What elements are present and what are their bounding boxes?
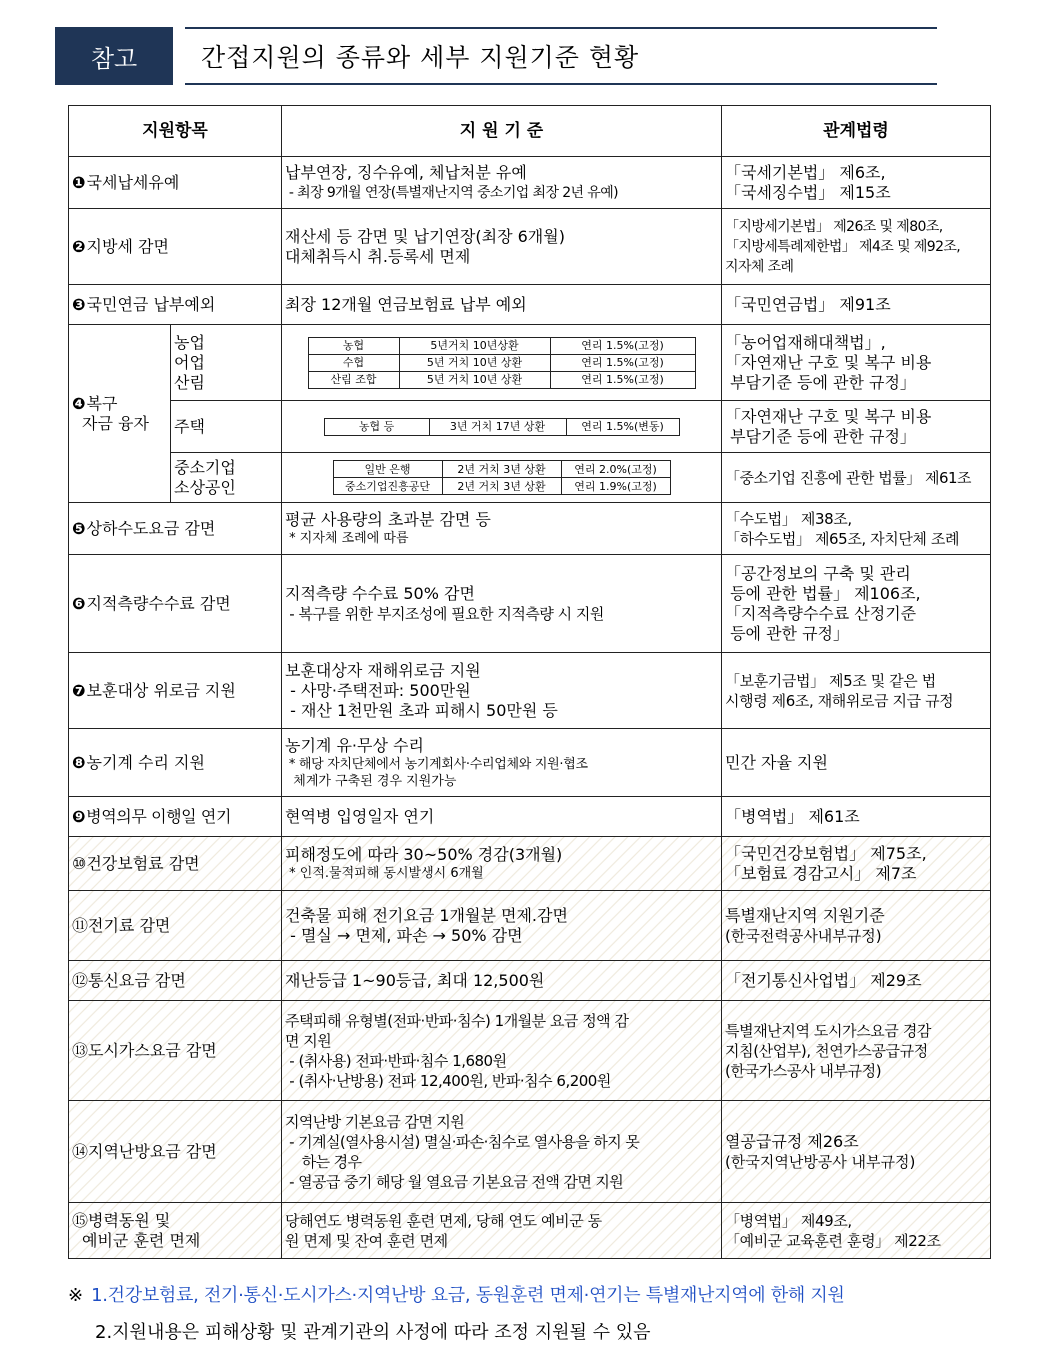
criteria-line: - 재산 1천만원 초과 피해시 50만원 등 bbox=[285, 700, 558, 720]
law-line: 「지방세기본법」 제26조 및 제80조, bbox=[725, 218, 943, 235]
table-row bbox=[69, 653, 991, 729]
column-header-law: 관계법령 bbox=[722, 106, 991, 157]
law-line: 「예비군 교육훈련 훈령」 제22조 bbox=[725, 1231, 941, 1250]
criteria-line: 평균 사용량의 초과분 감면 등 bbox=[285, 510, 491, 529]
item-cell bbox=[69, 797, 282, 837]
column-header-item: 지원항목 bbox=[69, 106, 282, 157]
sub-item-label: 중소기업 bbox=[174, 457, 236, 477]
criteria-note: 체계가 구축된 경우 지원가능 bbox=[285, 773, 457, 789]
item-label: 보훈대상 위로금 지원 bbox=[86, 680, 236, 700]
item-label: 도시가스요금 감면 bbox=[88, 1040, 217, 1060]
law-line: 「지방세특례제한법」 제4조 및 제92조, bbox=[725, 238, 961, 255]
criteria-line: - 멸실 → 면제, 파손 → 50% 감면 bbox=[285, 925, 523, 945]
law-cell bbox=[722, 653, 991, 729]
criteria-line: 재난등급 1~90등급, 최대 12,500원 bbox=[285, 970, 545, 990]
table-row bbox=[69, 837, 991, 891]
item-cell bbox=[69, 1203, 282, 1259]
criteria-line: 지역난방 기본요금 감면 지원 bbox=[285, 1112, 465, 1131]
loan-rate: 연리 1.5%(변동) bbox=[566, 418, 679, 435]
criteria-line: 하는 경우 bbox=[285, 1152, 362, 1171]
law-line: 「지적측량수수료 산정기준 bbox=[725, 603, 917, 623]
item-number: ⑬ bbox=[72, 1040, 89, 1060]
law-line: 「병역법」 제49조, bbox=[725, 1211, 852, 1230]
loan-table bbox=[308, 337, 696, 389]
item-label: 지역난방요금 감면 bbox=[88, 1141, 217, 1161]
item-label: 지적측량수수료 감면 bbox=[86, 593, 231, 613]
law-line: 등에 관한 법률」 제106조, bbox=[725, 583, 921, 603]
law-line: 「전기통신사업법」 제29조 bbox=[725, 970, 922, 990]
loan-table bbox=[324, 418, 680, 436]
law-line: 민간 자율 지원 bbox=[725, 752, 828, 772]
item-label: 병력동원 및 bbox=[88, 1210, 171, 1230]
item-label: 농기계 수리 지원 bbox=[86, 752, 205, 772]
law-line: 「보험료 경감고시」 제7조 bbox=[725, 863, 917, 883]
law-line: (한국지역난방공사 내부규정) bbox=[725, 1152, 916, 1171]
item-label: 병역의무 이행일 연기 bbox=[86, 806, 232, 826]
table-row bbox=[69, 503, 991, 555]
table-row bbox=[69, 729, 991, 797]
item-number: ❸ bbox=[72, 294, 86, 314]
law-cell bbox=[722, 1203, 991, 1259]
law-line: 「국세기본법」 제6조, bbox=[725, 162, 886, 182]
criteria-line: - (취사용) 전파·반파·침수 1,680원 bbox=[285, 1051, 507, 1070]
loan-term: 5년 거치 10년 상환 bbox=[399, 371, 550, 388]
item-cell bbox=[69, 891, 282, 961]
criteria-line: 주택피해 유형별(전파·반파·침수) 1개월분 요금 정액 감 bbox=[285, 1011, 629, 1030]
loan-org: 농협 bbox=[308, 337, 399, 354]
loan-rate: 연리 1.5%(고정) bbox=[550, 371, 695, 388]
law-line: 「하수도법」 제65조, 자치단체 조례 bbox=[725, 529, 960, 548]
law-line: 「자연재난 구호 및 복구 비용 bbox=[725, 352, 932, 372]
table-row bbox=[69, 1203, 991, 1259]
criteria-line: - (취사·난방용) 전파 12,400원, 반파·침수 6,200원 bbox=[285, 1071, 611, 1090]
law-cell bbox=[722, 209, 991, 285]
loan-rate: 연리 1.9%(고정) bbox=[561, 478, 670, 495]
criteria-cell bbox=[282, 325, 722, 401]
sub-item-label: 어업 bbox=[174, 352, 205, 372]
table-header-row bbox=[69, 106, 991, 157]
item-label: 복구 bbox=[86, 393, 118, 413]
law-cell bbox=[722, 453, 991, 503]
loan-org: 수협 bbox=[308, 354, 399, 371]
criteria-line: 재산세 등 감면 및 납기연장(최장 6개월) bbox=[285, 226, 565, 246]
law-line: 「농어업재해대책법」, bbox=[725, 332, 886, 352]
law-line: 「국민건강보험법」 제75조, bbox=[725, 843, 927, 863]
criteria-line: 납부연장, 징수유예, 체납처분 유예 bbox=[285, 162, 527, 182]
sub-item-cell bbox=[171, 325, 282, 401]
law-line: (한국전력공사내부규정) bbox=[725, 926, 882, 945]
item-number: ❹ bbox=[72, 393, 86, 413]
law-line: 「자연재난 구호 및 복구 비용 bbox=[725, 406, 932, 426]
criteria-cell bbox=[282, 837, 722, 891]
item-label: 지방세 감면 bbox=[86, 236, 169, 256]
item-cell bbox=[69, 653, 282, 729]
page-title: 간접지원의 종류와 세부 지원기준 현황 bbox=[185, 27, 937, 85]
law-line: 특별재난지역 지원기준 bbox=[725, 905, 885, 925]
law-line: 「중소기업 진흥에 관한 법률」 제61조 bbox=[725, 468, 972, 487]
loan-row bbox=[308, 371, 695, 388]
item-cell bbox=[69, 961, 282, 1001]
sub-item-cell bbox=[171, 401, 282, 453]
item-number: ⑮ bbox=[72, 1210, 89, 1230]
law-cell bbox=[722, 555, 991, 653]
table-row bbox=[69, 797, 991, 837]
item-number: ⑭ bbox=[72, 1141, 89, 1161]
criteria-cell bbox=[282, 1101, 722, 1203]
law-line: 「국세징수법」 제15조 bbox=[725, 182, 891, 202]
criteria-line: 피해정도에 따라 30~50% 경감(3개월) bbox=[285, 845, 563, 864]
item-cell bbox=[69, 729, 282, 797]
law-cell bbox=[722, 729, 991, 797]
sub-item-label: 산림 bbox=[174, 372, 205, 392]
criteria-cell bbox=[282, 285, 722, 325]
criteria-note: * 인적.물적피해 동시발생시 6개월 bbox=[285, 866, 484, 881]
criteria-cell bbox=[282, 1203, 722, 1259]
item-cell bbox=[69, 1001, 282, 1101]
item-cell bbox=[69, 285, 282, 325]
table-row bbox=[69, 285, 991, 325]
criteria-cell bbox=[282, 797, 722, 837]
loan-rate: 연리 2.0%(고정) bbox=[561, 461, 670, 478]
loan-row bbox=[333, 478, 670, 495]
item-cell bbox=[69, 157, 282, 209]
table-row bbox=[69, 157, 991, 209]
loan-rate: 연리 1.5%(고정) bbox=[550, 354, 695, 371]
criteria-cell bbox=[282, 453, 722, 503]
item-cell bbox=[69, 555, 282, 653]
criteria-line: 면 지원 bbox=[285, 1031, 332, 1050]
item-cell bbox=[69, 325, 171, 503]
law-line: 「공간정보의 구축 및 관리 bbox=[725, 563, 911, 583]
item-number: ❷ bbox=[72, 236, 86, 256]
criteria-note: * 지자체 조례에 따름 bbox=[285, 531, 409, 546]
criteria-cell bbox=[282, 401, 722, 453]
table-row bbox=[69, 453, 991, 503]
item-number: ❼ bbox=[72, 680, 86, 700]
item-label: 통신요금 감면 bbox=[88, 970, 186, 990]
column-header-criteria: 지 원 기 준 bbox=[282, 106, 722, 157]
criteria-line: 지적측량 수수료 50% 감면 bbox=[285, 583, 475, 603]
criteria-cell bbox=[282, 1001, 722, 1101]
item-cell bbox=[69, 837, 282, 891]
law-line: 지자체 조례 bbox=[725, 258, 794, 275]
criteria-line: 현역병 입영일자 연기 bbox=[285, 806, 435, 826]
criteria-cell bbox=[282, 157, 722, 209]
loan-row bbox=[324, 418, 679, 435]
law-line: 「병역법」 제61조 bbox=[725, 806, 860, 826]
loan-table bbox=[333, 460, 671, 495]
criteria-cell bbox=[282, 209, 722, 285]
criteria-cell bbox=[282, 503, 722, 555]
item-label: 전기료 감면 bbox=[88, 915, 171, 935]
sub-item-label: 소상공인 bbox=[174, 477, 236, 497]
loan-row bbox=[308, 354, 695, 371]
loan-term: 2년 거치 3년 상환 bbox=[442, 461, 561, 478]
criteria-line: 원 면제 및 잔여 훈련 면제 bbox=[285, 1231, 448, 1250]
table-row bbox=[69, 325, 991, 401]
criteria-line: - 사망·주택전파: 500만원 bbox=[285, 680, 471, 700]
loan-row bbox=[333, 461, 670, 478]
item-cell bbox=[69, 503, 282, 555]
criteria-cell bbox=[282, 961, 722, 1001]
law-cell bbox=[722, 325, 991, 401]
criteria-line: 당해연도 병력동원 훈련 면제, 당해 연도 예비군 동 bbox=[285, 1211, 602, 1230]
criteria-line: 대체취득시 취.등록세 면제 bbox=[285, 246, 471, 266]
law-line: 부담기준 등에 관한 규정」 bbox=[725, 426, 916, 446]
criteria-cell bbox=[282, 729, 722, 797]
item-label: 예비군 훈련 면제 bbox=[82, 1230, 201, 1250]
law-line: 등에 관한 규정」 bbox=[725, 623, 850, 643]
reference-badge: 참고 bbox=[55, 27, 173, 85]
loan-org: 산림 조합 bbox=[308, 371, 399, 388]
loan-term: 2년 거치 3년 상환 bbox=[442, 478, 561, 495]
law-line: 부담기준 등에 관한 규정」 bbox=[725, 372, 916, 392]
loan-row bbox=[308, 337, 695, 354]
item-label: 건강보험료 감면 bbox=[86, 853, 200, 873]
table-row bbox=[69, 555, 991, 653]
law-cell bbox=[722, 285, 991, 325]
item-label: 상하수도요금 감면 bbox=[86, 518, 216, 538]
law-cell bbox=[722, 837, 991, 891]
loan-term: 3년 거치 17년 상환 bbox=[429, 418, 566, 435]
criteria-line: 최장 12개월 연금보험료 납부 예외 bbox=[285, 294, 527, 314]
item-cell bbox=[69, 209, 282, 285]
footnote-mark: ※ bbox=[68, 1285, 84, 1306]
criteria-note: * 해당 자치단체에서 농기계회사·수리업체와 지원·협조 bbox=[285, 756, 588, 772]
item-number: ⑫ bbox=[72, 970, 89, 990]
law-cell bbox=[722, 1101, 991, 1203]
criteria-cell bbox=[282, 653, 722, 729]
criteria-line: 농기계 유·무상 수리 bbox=[285, 735, 424, 755]
criteria-line: - 복구를 위한 부지조성에 필요한 지적측량 시 지원 bbox=[285, 604, 604, 623]
law-line: 「국민연금법」 제91조 bbox=[725, 294, 891, 314]
item-number: ❽ bbox=[72, 752, 86, 772]
law-line: 열공급규정 제26조 bbox=[725, 1131, 859, 1151]
law-cell bbox=[722, 891, 991, 961]
item-number: ❻ bbox=[72, 593, 86, 613]
law-line: 지침(산업부), 천연가스공급규정 bbox=[725, 1041, 928, 1060]
loan-term: 5년거치 10년상환 bbox=[399, 337, 550, 354]
footnote-2: 2.지원내용은 피해상황 및 관계기관의 사정에 따라 조정 지원될 수 있음 bbox=[95, 1322, 651, 1343]
sub-item-label: 주택 bbox=[174, 416, 205, 436]
law-cell bbox=[722, 401, 991, 453]
table-row bbox=[69, 1101, 991, 1203]
item-number: ❾ bbox=[72, 806, 86, 826]
criteria-line: - 열공급 중기 해당 월 열요금 기본요금 전액 감면 지원 bbox=[285, 1172, 624, 1191]
criteria-line: 건축물 피해 전기요금 1개월분 면제.감면 bbox=[285, 905, 568, 925]
law-cell bbox=[722, 1001, 991, 1101]
law-line: 특별재난지역 도시가스요금 경감 bbox=[725, 1021, 932, 1040]
sub-item-label: 농업 bbox=[174, 332, 205, 352]
criteria-line: - 기계실(열사용시설) 멸실·파손·침수로 열사용을 하지 못 bbox=[285, 1132, 640, 1151]
law-cell bbox=[722, 157, 991, 209]
law-line: (한국가스공사 내부규정) bbox=[725, 1061, 882, 1080]
item-number: ❶ bbox=[72, 172, 86, 192]
law-line: 「수도법」 제38조, bbox=[725, 509, 852, 528]
item-label: 국민연금 납부예외 bbox=[86, 294, 216, 314]
law-cell bbox=[722, 797, 991, 837]
table-row bbox=[69, 961, 991, 1001]
table-row bbox=[69, 209, 991, 285]
table-row bbox=[69, 401, 991, 453]
table-row bbox=[69, 1001, 991, 1101]
criteria-cell bbox=[282, 891, 722, 961]
law-cell bbox=[722, 503, 991, 555]
criteria-line: - 최장 9개월 연장(특별재난지역 중소기업 최장 2년 유예) bbox=[285, 184, 619, 201]
criteria-cell bbox=[282, 555, 722, 653]
law-line: 「보훈기금법」 제5조 및 같은 법 bbox=[725, 671, 936, 690]
sub-item-cell bbox=[171, 453, 282, 503]
item-number: ❺ bbox=[72, 518, 86, 538]
loan-term: 5년 거치 10년 상환 bbox=[399, 354, 550, 371]
item-number: ⑪ bbox=[72, 915, 89, 935]
loan-org: 농협 등 bbox=[324, 418, 429, 435]
item-number: ⑩ bbox=[72, 853, 87, 873]
item-label: 국세납세유예 bbox=[86, 172, 180, 192]
law-cell bbox=[722, 961, 991, 1001]
criteria-line: 보훈대상자 재해위로금 지원 bbox=[285, 660, 481, 680]
loan-rate: 연리 1.5%(고정) bbox=[550, 337, 695, 354]
footnote-1 bbox=[68, 1281, 845, 1307]
support-table bbox=[68, 105, 991, 1259]
law-line: 시행령 제6조, 재해위로금 지급 규정 bbox=[725, 691, 954, 710]
loan-org: 일반 은행 bbox=[333, 461, 442, 478]
table-row bbox=[69, 891, 991, 961]
item-label: 자금 융자 bbox=[82, 413, 149, 433]
loan-org: 중소기업진흥공단 bbox=[333, 478, 442, 495]
item-cell bbox=[69, 1101, 282, 1203]
footnote-1-text: 1.건강보험료, 전기·통신·도시가스·지역난방 요금, 동원훈련 면제·연기는 특별재난지역에 한해 지원 bbox=[91, 1285, 845, 1306]
